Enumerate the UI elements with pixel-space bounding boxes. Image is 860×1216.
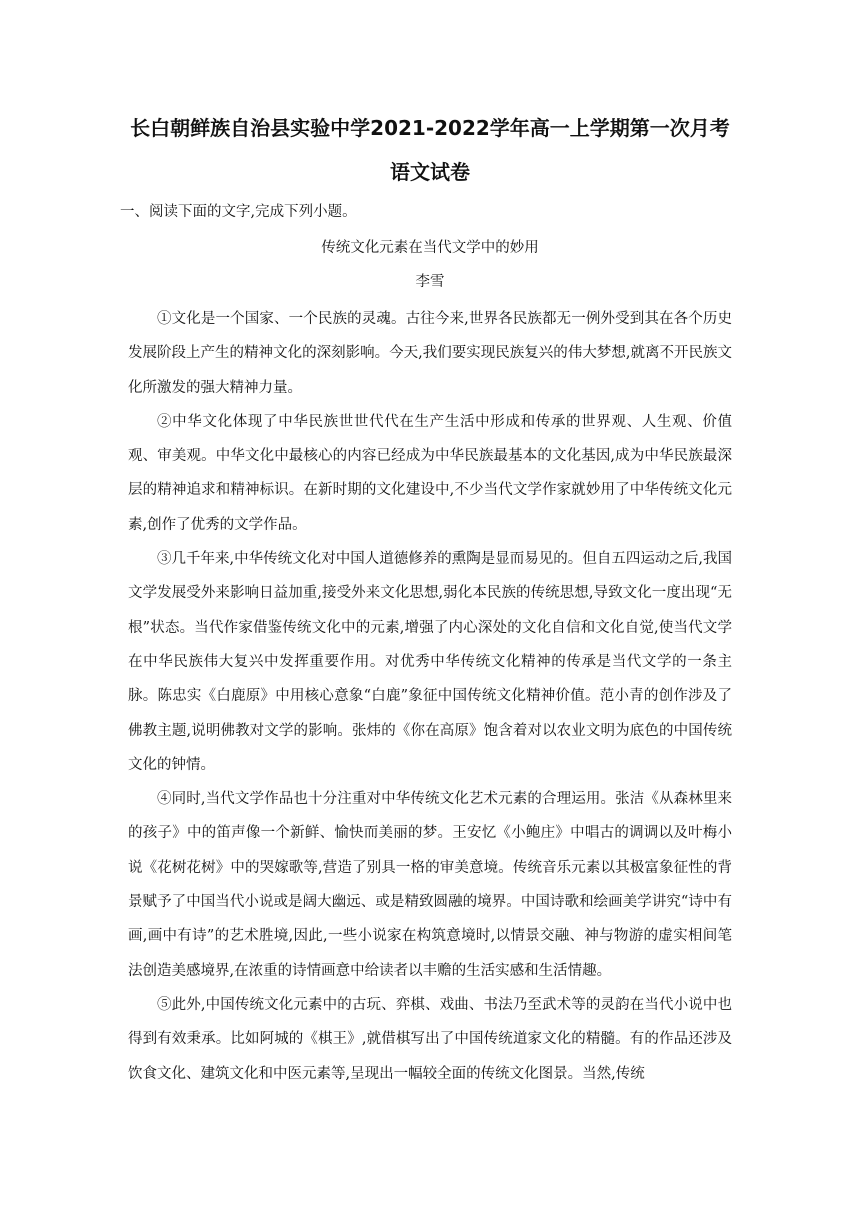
exam-subtitle: 语文试卷 [390, 160, 470, 184]
exam-title: 长白朝鲜族自治县实验中学2021-2022学年高一上学期第一次月考 [130, 116, 730, 140]
article-paragraph: ⑤此外,中国传统文化元素中的古玩、弈棋、戏曲、书法乃至武术等的灵韵在当代小说中也得到有效秉承。比如阿城的《棋王》,就借棋写出了中国传统道家文化的精髓。有的作品还涉及饮食文化、建筑文化和中医元素等,呈现出一幅较全面的传统文化图景。当然,传统 [128, 996, 732, 1082]
article-body [128, 302, 732, 1091]
article-title: 传统文化元素在当代文学中的妙用 [321, 240, 539, 256]
article-paragraph: ②中华文化体现了中华民族世世代代在生产生活中形成和传承的世界观、人生观、价值观、审美观。中华文化中最核心的内容已经成为中华民族最基本的文化基因,成为中华民族最深层的精神追求和精神标识。在新时期的文化建设中,不少当代文学作家就妙用了中华传统文化元素,创作了优秀的文学作品。 [128, 413, 732, 533]
article-paragraph: ④同时,当代文学作品也十分注重对中华传统文化艺术元素的合理运用。张洁《从森林里来的孩子》中的笛声像一个新鲜、愉快而美丽的梦。王安忆《小鲍庄》中唱古的调调以及叶梅小说《花树花树》中的哭嫁歌等,营造了别具一格的审美意境。传统音乐元素以其极富象征性的背景赋予了中国当代小说或是阔大幽远、或是精致圆融的境界。中国诗歌和绘画美学讲究“诗中有画,画中有诗”的艺术胜境,因此,一些小说家在构筑意境时,以情景交融、神与物游的虚实相间笔法创造美感境界,在浓重的诗情画意中给读者以丰赡的生活实感和生活情趣。 [128, 791, 732, 979]
section-heading: 一、阅读下面的文字,完成下列小题。 [120, 204, 357, 220]
article-author: 李雪 [415, 274, 445, 290]
article-paragraph: ③几千年来,中华传统文化对中国人道德修养的熏陶是显而易见的。但自五四运动之后,我国文学发展受外来影响日益加重,接受外来文化思想,弱化本民族的传统思想,导致文化一度出现“无根”状态。当代作家借鉴传统文化中的元素,增强了内心深处的文化自信和文化自觉,使当代文学在中华民族伟大复兴中发挥重要作用。对优秀中华传统文化精神的传承是当代文学的一条主脉。陈忠实《白鹿原》中用核心意象“白鹿”象征中国传统文化精神价值。范小青的创作涉及了佛教主题,说明佛教对文学的影响。张炜的《你在高原》饱含着对以农业文明为底色的中国传统文化的钟情。 [128, 551, 732, 773]
article-paragraph: ①文化是一个国家、一个民族的灵魂。古往今来,世界各民族都无一例外受到其在各个历史发展阶段上产生的精神文化的深刻影响。今天,我们要实现民族复兴的伟大梦想,就离不开民族文化所激发的强大精神力量。 [128, 311, 732, 396]
